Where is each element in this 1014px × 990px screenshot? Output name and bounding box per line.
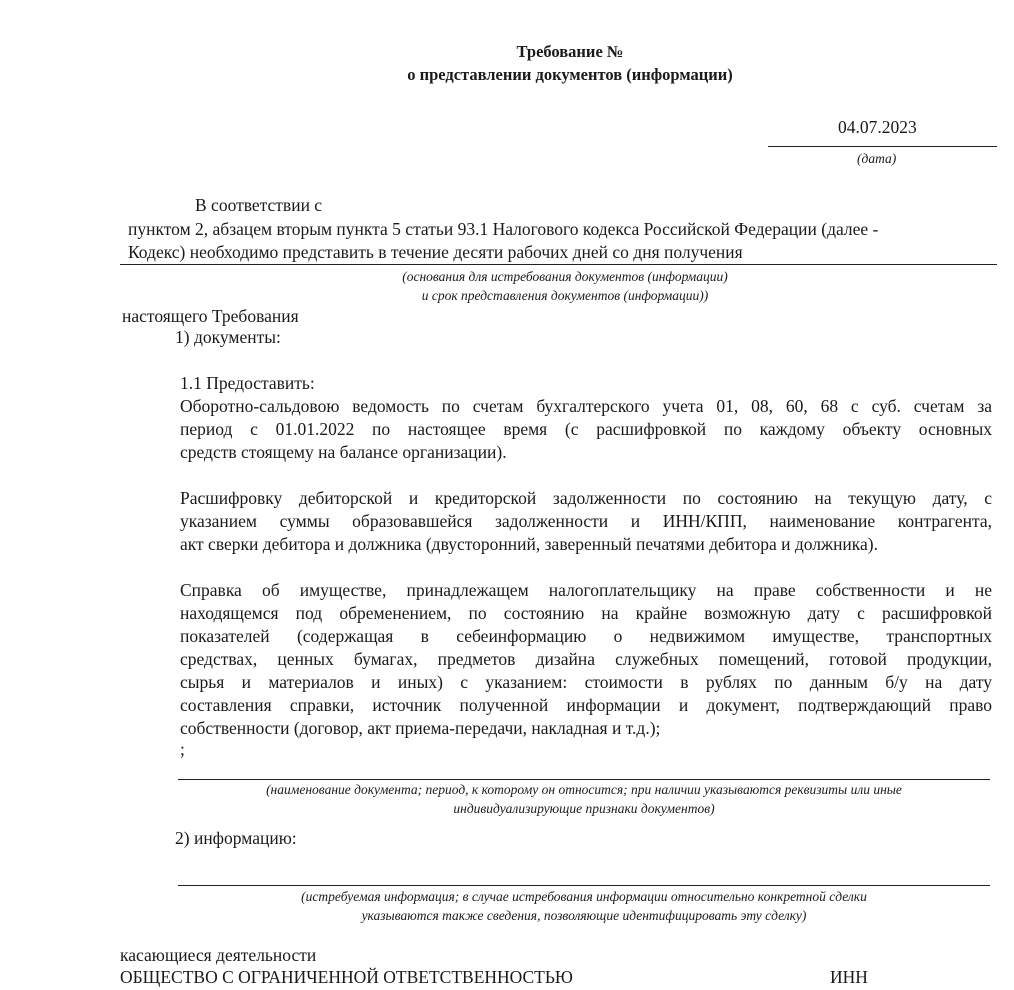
title-line2: о представлении документов (информации) (407, 65, 733, 84)
doc-paragraph-2-line: указанием суммы образовавшейся задолженности и ИНН/КПП, наименование контрагента, (180, 511, 992, 531)
doc-paragraph-2-line: Расшифровку дебиторской и кредиторской задолженности по состоянию на текущую дату, с (180, 488, 992, 508)
basis-continuation: настоящего Требования (122, 306, 299, 326)
doc-paragraph-3-line: находящемся под обременением, по состоянию на крайне возможную дату с расшифровкой (180, 603, 992, 623)
doc-paragraph-1-line: период с 01.01.2022 по настоящее время (с расшифровкой по каждому объекту основных (180, 419, 992, 439)
information-rule (178, 885, 990, 886)
documents-caption2: индивидуализирующие признаки документов) (453, 801, 715, 816)
doc-paragraph-1-line: средств стоящему на балансе организации). (180, 442, 507, 462)
documents-caption1: (наименование документа; период, к которому он относится; при наличии указываются реквизиты или иные (266, 782, 902, 797)
doc-paragraph-3-line: показателей (содержащая в себеинформацию о недвижимом имуществе, транспортных (180, 626, 992, 646)
information-caption2: указываются также сведения, позволяющие идентифицировать эту сделку) (361, 908, 807, 923)
basis-line2: Кодекс) необходимо представить в течение десяти рабочих дней со дня получения (128, 242, 743, 262)
doc-paragraph-3-line: собственности (договор, акт приема-передачи, накладная и т.д.); (180, 718, 661, 738)
doc-paragraph-3-line: средствах, ценных бумагах, предметов дизайна служебных помещений, готовой продукции, (180, 649, 992, 669)
footer-inn-label: ИНН (830, 967, 868, 987)
doc-paragraph-3-line: сырья и материалов и иных) с указанием: стоимости в рублях по данным б/у на дату (180, 672, 992, 692)
basis-rule (120, 264, 997, 265)
footer-concerning: касающиеся деятельности (120, 945, 317, 965)
date-rule (768, 146, 997, 147)
basis-caption1: (основания для истребования документов (информации) (402, 269, 728, 284)
title-line1: Требование № (516, 42, 624, 61)
documents-sub-label: 1.1 Предоставить: (180, 373, 315, 393)
doc-paragraph-1-line: Оборотно-сальдовою ведомость по счетам бухгалтерского учета 01, 08, 60, 68 с суб. счетам за (180, 396, 992, 416)
basis-intro: В соответствии с (195, 195, 323, 215)
date-caption: (дата) (857, 151, 897, 166)
doc-paragraph-3-line: составления справки, источник полученной информации и документ, подтверждающий право (180, 695, 992, 715)
doc-paragraph-3-line: Справка об имуществе, принадлежащем налогоплательщику на праве собственности и не (180, 580, 992, 600)
date-value: 04.07.2023 (838, 117, 917, 137)
documents-end: ; (180, 739, 185, 759)
documents-label: 1) документы: (175, 327, 281, 347)
basis-caption2: и срок представления документов (информации)) (421, 288, 709, 303)
basis-line1: пунктом 2, абзацем вторым пункта 5 статьи 93.1 Налогового кодекса Российской Федерации (далее - (128, 219, 879, 239)
information-caption1: (истребуемая информация; в случае истребования информации относительно конкретной сделки (301, 889, 867, 904)
footer-org: ОБЩЕСТВО С ОГРАНИЧЕННОЙ ОТВЕТСТВЕННОСТЬЮ (120, 967, 573, 987)
doc-paragraph-2-line: акт сверки дебитора и должника (двусторонний, заверенный печатями дебитора и должника). (180, 534, 879, 554)
information-label: 2) информацию: (175, 828, 297, 848)
